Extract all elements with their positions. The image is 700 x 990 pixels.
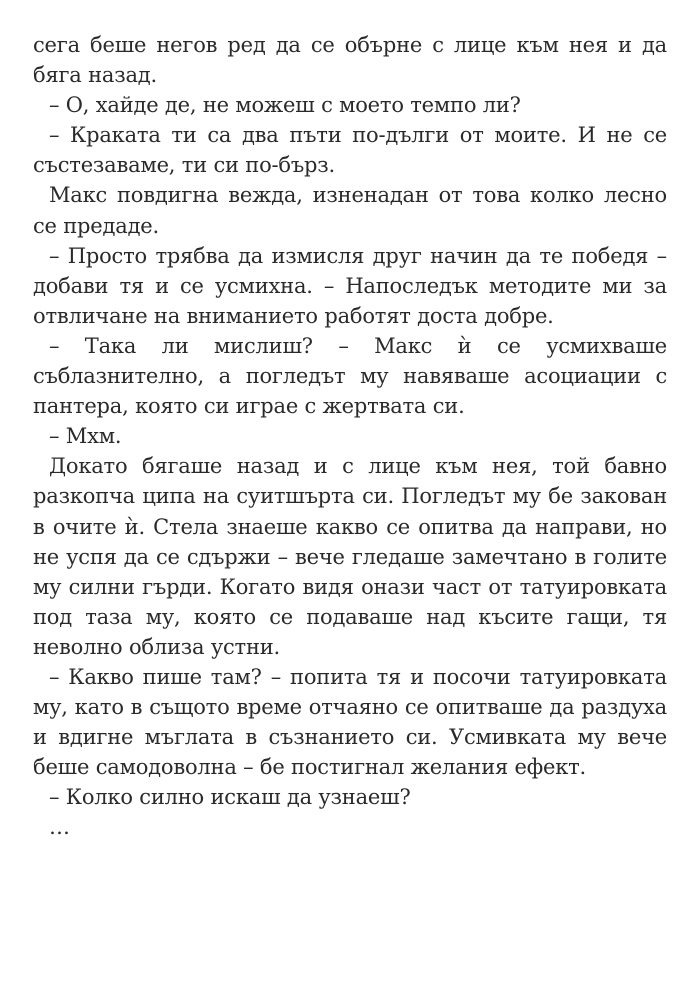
paragraph-ellipsis: …	[49, 815, 70, 840]
book-page	[33, 30, 667, 843]
paragraph-dialogue-panther: – Така ли мислиш? – Макс ѝ се усмихваше съблазнително, а погледът му навяваше асоциации с пантера, която си играе с жертвата си.	[33, 333, 667, 419]
paragraph-zipper: Докато бягаше назад и с лице към нея, той бавно разкопча ципа на суитшърта си. Погледът му бе закован в очите ѝ. Стела знаеше какво се опитва да направи, но не успя да се сдържи – вече гледаше замечтано в голите му силни гърди. Когато видя онази част от татуировката под таза му, която се подаваше над късите гащи, тя неволно облиза устни.	[33, 454, 667, 659]
paragraph-dialogue-legs: – Краката ти са два пъти по-дълги от моите. И не се състезаваме, ти си по-бърз.	[33, 123, 667, 178]
paragraph-dialogue-defeat: – Просто трябва да измисля друг начин да те победя – добави тя и се усмихна. – Напоследък методите ми за отвличане на вниманието работят доста добре.	[33, 243, 667, 328]
paragraph-continuation: сега беше негов ред да се обърне с лице към нея и да бяга назад.	[33, 33, 667, 88]
paragraph-max-eyebrow: Макс повдигна вежда, изненадан от това колко лесно се предаде.	[33, 183, 667, 238]
paragraph-dialogue-mhm: – Мхм.	[49, 424, 122, 449]
paragraph-dialogue-tempo: – О, хайде де, не можеш с моето темпо ли?	[49, 93, 521, 118]
paragraph-dialogue-tattoo: – Какво пише там? – попита тя и посочи татуировката му, като в същото време отчаяно се опитваше да раздуха и вдигне мъглата в съзнанието си. Усмивката му вече беше самодоволна – бе постигнал желания ефект.	[33, 664, 667, 780]
paragraph-dialogue-know: – Колко силно искаш да узнаеш?	[49, 785, 411, 810]
